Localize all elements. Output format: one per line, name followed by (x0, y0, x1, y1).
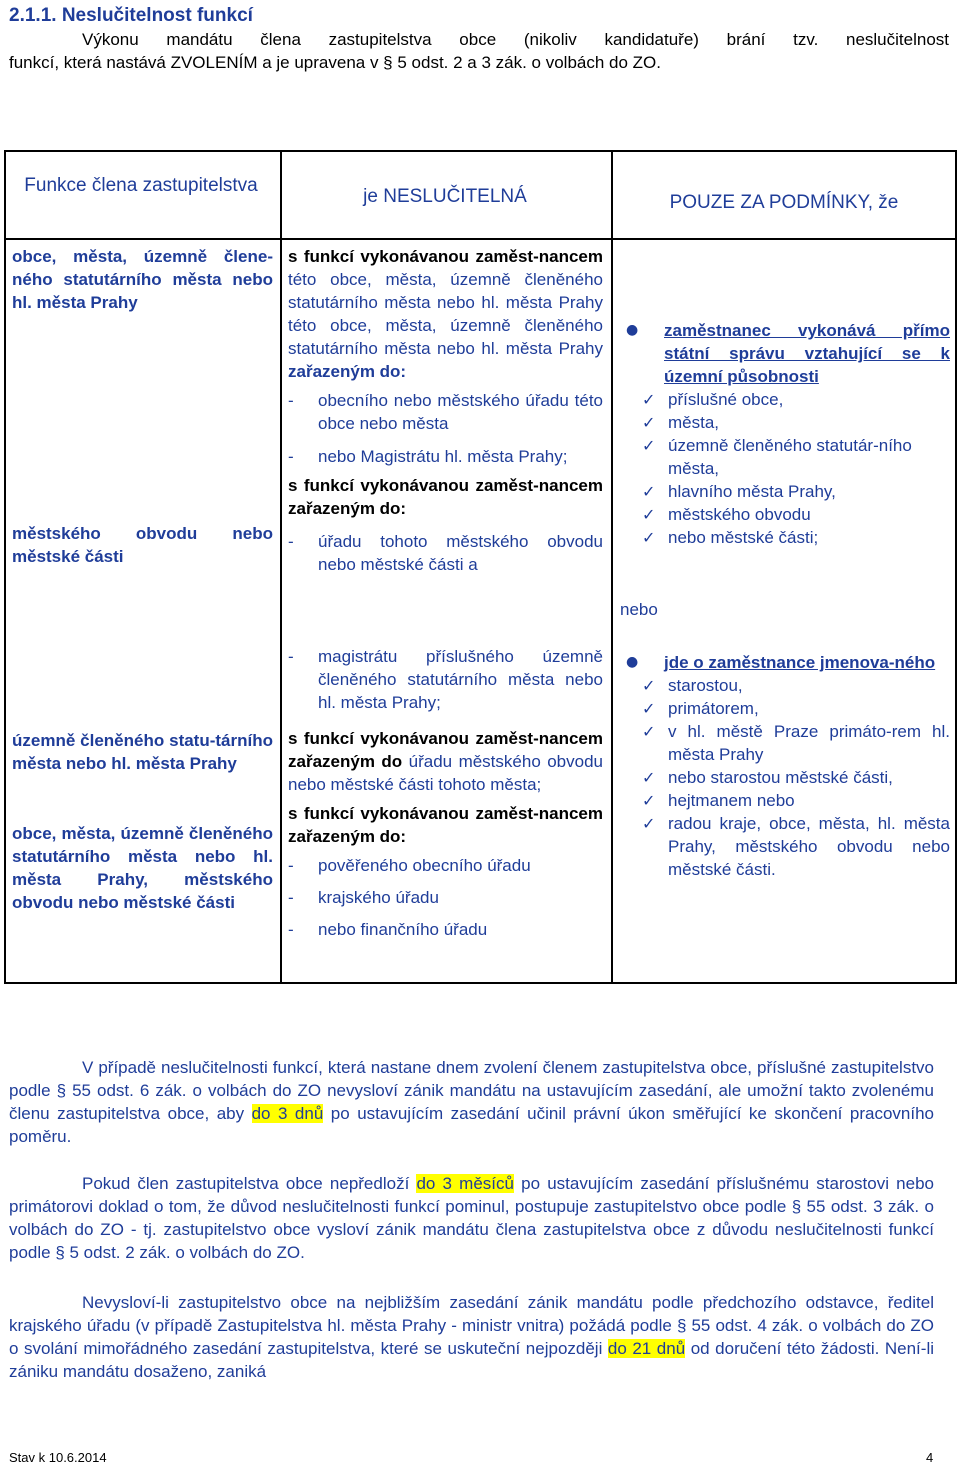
section-title: 2.1.1. Neslučitelnost funkcí (9, 5, 253, 26)
table-header-divider (4, 238, 957, 240)
table-divider-1 (280, 150, 282, 984)
intro-paragraph (9, 28, 949, 74)
function-statutory-city: územně členěného statu-tárního města nebo hl. města Prahy (12, 731, 273, 773)
page-number: 4 (926, 1450, 934, 1465)
header-condition: POUZE ZA PODMÍNKY, že (669, 192, 899, 213)
check-item: ✓ městského obvodu (636, 503, 950, 526)
dash-item: - pověřeného obecního úřadu (288, 856, 531, 875)
condition-title-2: jde o zaměstnance jmenova-ného (664, 653, 936, 672)
dash-item: - obecního nebo městského úřadu této obce nebo města (288, 391, 603, 433)
dash-item: - magistrátu příslušného územně členěného statutárního města nebo hl. města Prahy; (288, 647, 603, 712)
condition-list-1 (636, 388, 950, 549)
condition-title-1: zaměstnanec vykonává přímo státní správu vztahující se k územní působnosti (664, 321, 950, 386)
intro-line-1: Výkonu mandátu člena zastupitelstva obce (nikoliv kandidatuře) brání tzv. neslučitelnost (82, 30, 949, 49)
function-any: obce, města, územně členěného statutárního města nebo hl. města Prahy, městského obvodu nebo městské části (12, 824, 273, 912)
condition-list-2 (636, 674, 950, 881)
incompatible-block-d: s funkcí vykonávanou zaměst-nancem zařazeným do: (288, 804, 603, 846)
check-item: ✓ hlavního města Prahy, (636, 480, 950, 503)
function-city: obce, města, územně člene-ného statutárního města nebo hl. města Prahy (12, 247, 273, 312)
dash-item: - úřadu tohoto městského obvodu nebo městské části a (288, 532, 603, 574)
check-item: ✓ starostou, (636, 674, 950, 697)
incompatible-block-a: s funkcí vykonávanou zaměst-nancem této obce, města, územně členěného statutárního města nebo hl. města Prahy této obce, města, územně členěného statutárního města nebo hl. města Prahy zařazeným do: (288, 247, 603, 381)
condition-or: nebo (620, 600, 658, 619)
function-district: městského obvodu nebo městské části (12, 524, 273, 566)
table-divider-2 (611, 150, 613, 984)
intro-line-2: funkcí, která nastává ZVOLENÍM a je upravena v § 5 odst. 2 a 3 zák. o volbách do ZO. (9, 53, 662, 72)
check-item: ✓ v hl. městě Praze primáto-rem hl. města Prahy (636, 720, 950, 766)
check-item: ✓ radou kraje, obce, města, hl. města Prahy, městského obvodu nebo městské části. (636, 812, 950, 881)
check-item: ✓ primátorem, (636, 697, 950, 720)
highlight-3-months: do 3 měsíců (416, 1174, 514, 1193)
bullet-icon: ● (626, 654, 639, 670)
header-function: Funkce člena zastupitelstva (24, 175, 258, 196)
check-item: ✓ města, (636, 411, 950, 434)
header-incompatible: je NESLUČITELNÁ (363, 186, 527, 207)
condition-block-1 (626, 319, 950, 549)
highlight-3-days: do 3 dnů (251, 1104, 324, 1123)
check-item: ✓ hejtmanem nebo (636, 789, 950, 812)
dash-item: - nebo Magistrátu hl. města Prahy; (288, 447, 568, 466)
highlight-21-days: do 21 dnů (607, 1339, 686, 1358)
check-item: ✓ nebo městské části; (636, 526, 950, 549)
check-item: ✓ příslušné obce, (636, 388, 950, 411)
paragraph-2: Pokud člen zastupitelstva obce nepředloží do 3 měsíců po ustavujícím zasedání příslušnému starostovi nebo primátorovi doklad o tom, že důvod neslučitelnosti funkcí pominul, postupuje zastupitelstvo obce podle § 55 odst. 3 zák. o volbách do ZO - tj. zastupitelstvo obce vysloví zánik mandátu člena zastupitelstva obce z důvodu neslučitelnosti funkcí podle § 5 odst. 2 zák. o volbách do ZO. (9, 1174, 934, 1262)
dash-item: - nebo finančního úřadu (288, 920, 488, 939)
check-item: ✓ nebo starostou městské části, (636, 766, 950, 789)
paragraph-3: Nevysloví-li zastupitelstvo obce na nejbližším zasedání zánik mandátu podle předchozího odstavce, ředitel krajského úřadu (v případě Zastupitelstva hl. města Prahy - ministr vnitra) požádá podle § 55 odst. 4 zák. o volbách do ZO o svolání mimořádného zasedání zastupitelstva, které se uskuteční nejpozději do 21 dnů od doručení této žádosti. Není-li zániku mandátu dosaženo, zaniká (9, 1293, 934, 1381)
condition-block-2 (626, 651, 950, 881)
incompatible-col-2 (288, 645, 603, 941)
check-item: ✓ územně členěného statutár-ního města, (636, 434, 950, 480)
bullet-icon: ● (626, 322, 639, 338)
footer-date: Stav k 10.6.2014 (9, 1450, 107, 1465)
incompatible-block-b: s funkcí vykonávanou zaměst-nancem zařazeným do: (288, 476, 603, 518)
paragraph-1: V případě neslučitelnosti funkcí, která nastane dnem zvolení členem zastupitelstva obce, příslušné zastupitelstvo podle § 55 odst. 6 zák. o volbách do ZO nevysloví zánik mandátu na ustavujícím zasedání, ale umožní takto zvolenému členu zastupitelstva obce, aby do 3 dnů po ustavujícím zasedání učinil právní úkon směřující ke skončení pracovního poměru. (9, 1058, 934, 1146)
incompatible-block-c: s funkcí vykonávanou zaměst-nancem zařazeným do úřadu městského obvodu nebo městské části tohoto města; (288, 729, 603, 794)
dash-item: - krajského úřadu (288, 888, 439, 907)
incompatible-col (288, 245, 603, 576)
